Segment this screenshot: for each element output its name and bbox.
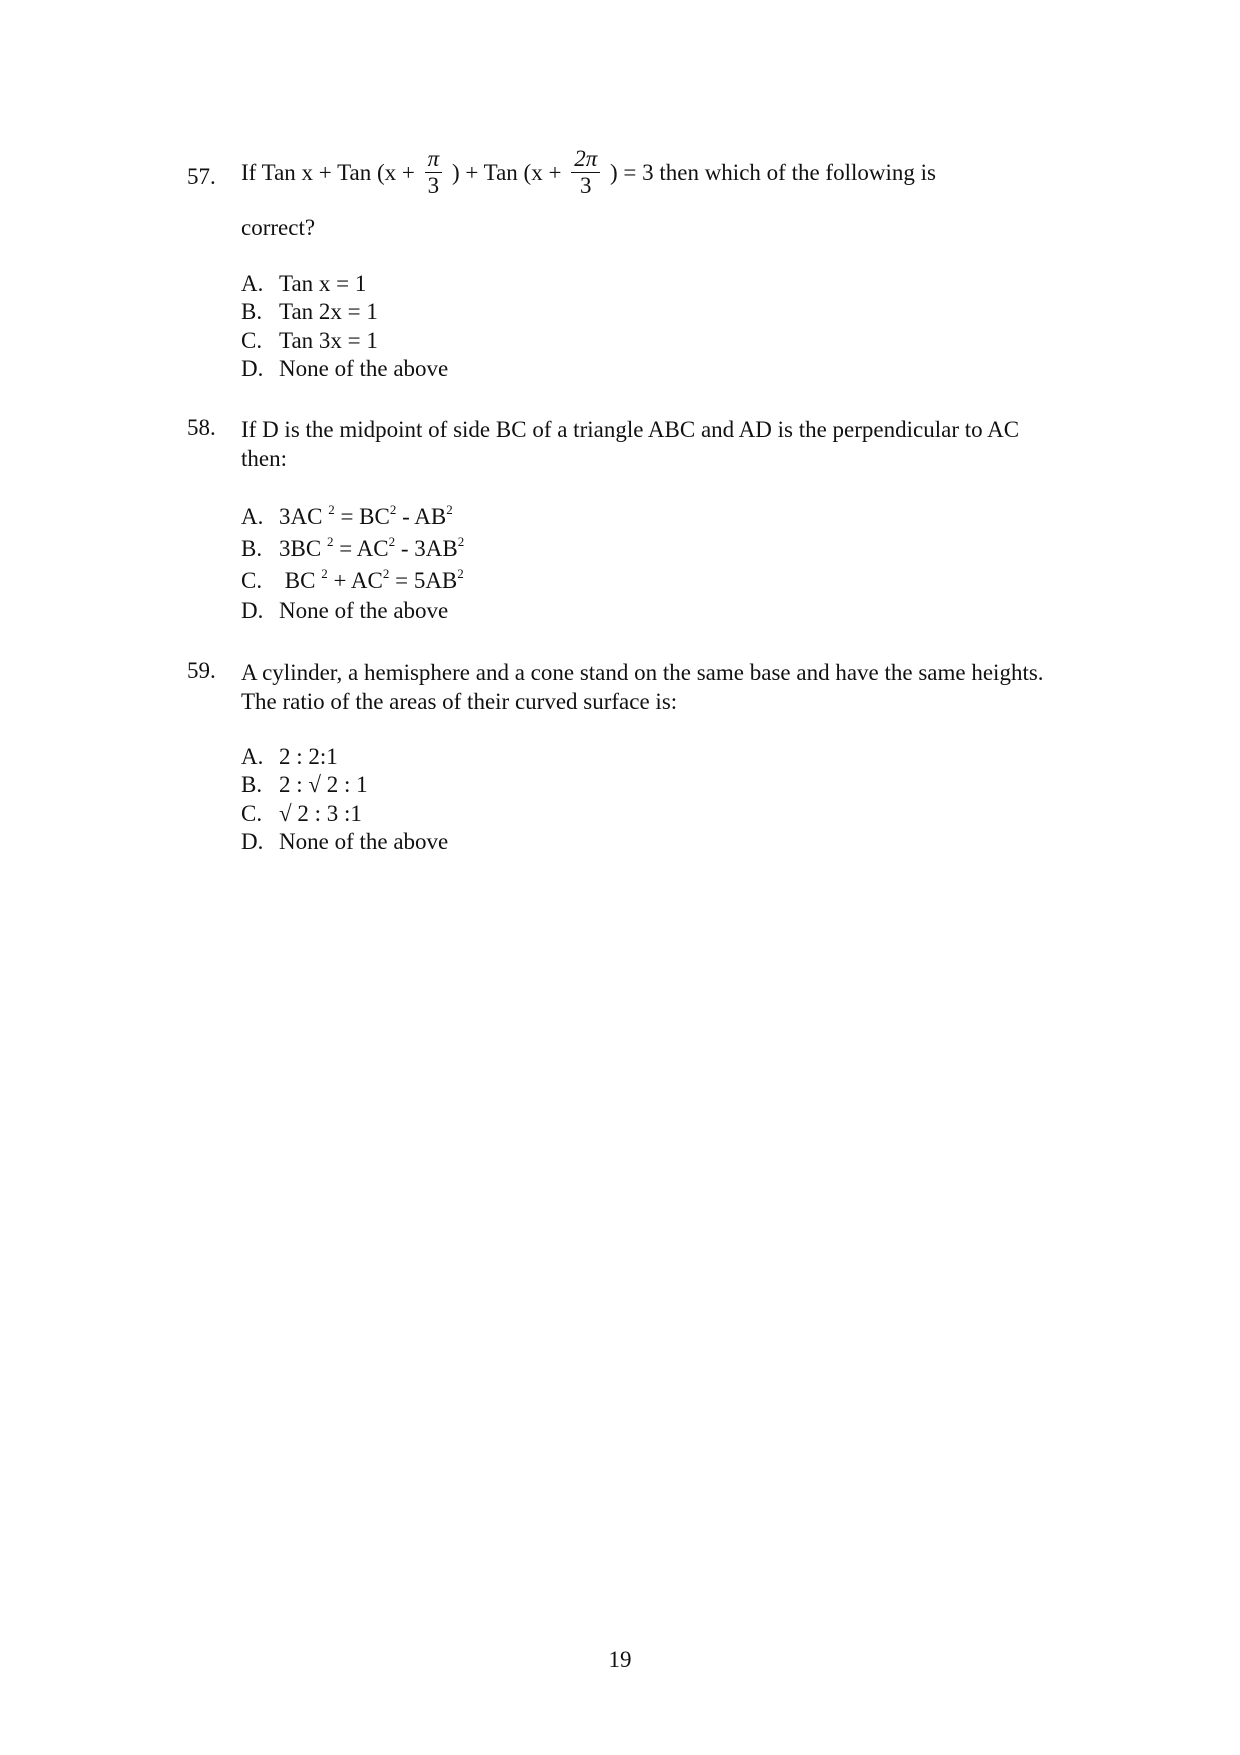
option-letter: B.	[241, 772, 263, 797]
stem-text: If Tan x + Tan (x +	[241, 159, 415, 185]
option-formula: 3BC $^2 = AC^2 - 3AB^2$	[279, 534, 465, 561]
question-number: 57.	[187, 164, 216, 189]
option	[241, 356, 448, 382]
option	[241, 568, 464, 594]
option	[241, 801, 362, 827]
fraction-denominator: 3	[579, 173, 592, 198]
page-number: 19	[608, 1647, 632, 1672]
option-letter: A.	[241, 504, 264, 529]
option-formula: BC $^2 + AC^2 = 5AB^2$	[284, 566, 464, 593]
option	[241, 299, 378, 325]
option-text: None of the above	[279, 598, 449, 623]
fraction-numerator: 2π	[571, 146, 600, 173]
option-letter: C.	[241, 328, 263, 353]
option-letter: B.	[241, 536, 263, 561]
option	[241, 829, 448, 855]
option	[241, 744, 338, 770]
stem-text: ) + Tan (x +	[451, 159, 562, 185]
question-57-stem-line2: correct?	[241, 215, 316, 240]
option-letter: C.	[241, 568, 263, 593]
fraction-pi-over-3	[425, 146, 443, 199]
option-text: Tan 2x = 1	[279, 299, 378, 324]
option-text: 2 : √ 2 : 1	[279, 772, 368, 797]
stem-text: ) = 3 then which of the following is	[609, 159, 936, 185]
fraction-denominator: 3	[427, 173, 440, 198]
option	[241, 598, 448, 624]
fraction-numerator: π	[425, 146, 443, 173]
question-stem: A cylinder, a hemisphere and a cone stand on the same base and have the same heights. The ratio of the areas of their curved surface is:	[241, 660, 1044, 714]
question-57-stem-line1	[241, 148, 936, 201]
fraction-2pi-over-3	[571, 146, 600, 199]
question-number: 59.	[187, 658, 216, 683]
option-formula: 3AC $^2 = BC^2 - AB^2$	[279, 502, 453, 529]
option	[241, 772, 368, 798]
option-text: √ 2 : 3 :1	[279, 801, 362, 826]
option-text: None of the above	[279, 356, 449, 381]
option	[241, 536, 464, 562]
option-letter: D.	[241, 829, 264, 854]
option-text: Tan 3x = 1	[279, 328, 378, 353]
option-text: Tan x = 1	[279, 271, 367, 296]
option	[241, 271, 366, 297]
option-letter: A.	[241, 744, 264, 769]
option-letter: D.	[241, 598, 264, 623]
option-text: 2 : 2:1	[279, 744, 338, 769]
question-number: 58.	[187, 415, 216, 440]
option-letter: B.	[241, 299, 263, 324]
option-letter: C.	[241, 801, 263, 826]
option-letter: D.	[241, 356, 264, 381]
option-letter: A.	[241, 271, 264, 296]
option-text: None of the above	[279, 829, 449, 854]
option	[241, 504, 453, 530]
question-stem: If D is the midpoint of side BC of a triangle ABC and AD is the perpendicular to AC then:	[241, 417, 1020, 471]
option	[241, 328, 378, 354]
